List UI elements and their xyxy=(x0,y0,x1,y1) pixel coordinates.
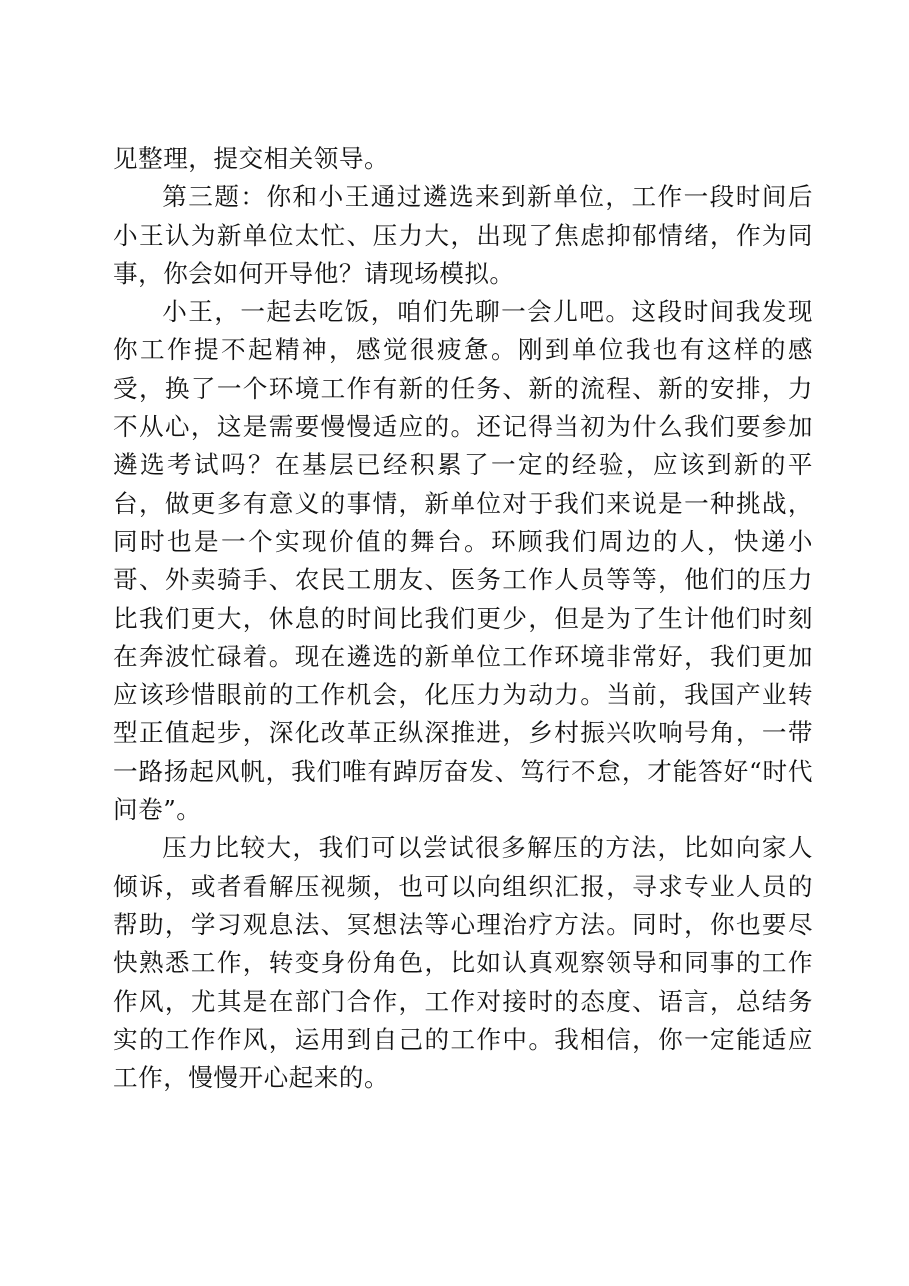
paragraph-answer-encouragement: 小王，一起去吃饭，咱们先聊一会儿吧。这段时间我发现你工作提不起精神，感觉很疲惫。刚到单位我也有这样的感受，换了一个环境工作有新的任务、新的流程、新的安排，力不从心，这是需要慢慢适应的。还记得当初为什么我们要参加遴选考试吗？在基层已经积累了一定的经验，应该到新的平台，做更多有意义的事情，新单位对于我们来说是一种挑战，同时也是一个实现价值的舞台。环顾我们周边的人，快递小哥、外卖骑手、农民工朋友、医务工作人员等等，他们的压力比我们更大，休息的时间比我们更少，但是为了生计他们时刻在奔波忙碌着。现在遴选的新单位工作环境非常好，我们更加应该珍惜眼前的工作机会，化压力为动力。当前，我国产业转型正值起步，深化改革正纵深推进，乡村振兴吹响号角，一带一路扬起风帆，我们唯有踔厉奋发、笃行不怠，才能答好“时代问卷”。 xyxy=(113,297,813,825)
paragraph-continuation: 见整理，提交相关领导。 xyxy=(113,144,390,173)
paragraph-question-three: 第三题：你和小王通过遴选来到新单位，工作一段时间后小王认为新单位太忙、压力大，出现了焦虑抑郁情绪，作为同事，你会如何开导他？请现场模拟。 xyxy=(113,182,813,288)
document-body xyxy=(113,140,813,1097)
paragraph-answer-methods: 压力比较大，我们可以尝试很多解压的方法，比如向家人倾诉，或者看解压视频，也可以向组织汇报，寻求专业人员的帮助，学习观息法、冥想法等心理治疗方法。同时，你也要尽快熟悉工作，转变身份角色，比如认真观察领导和同事的工作作风，尤其是在部门合作，工作对接时的态度、语言，总结务实的工作作风，运用到自己的工作中。我相信，你一定能适应工作，慢慢开心起来的。 xyxy=(113,833,813,1093)
